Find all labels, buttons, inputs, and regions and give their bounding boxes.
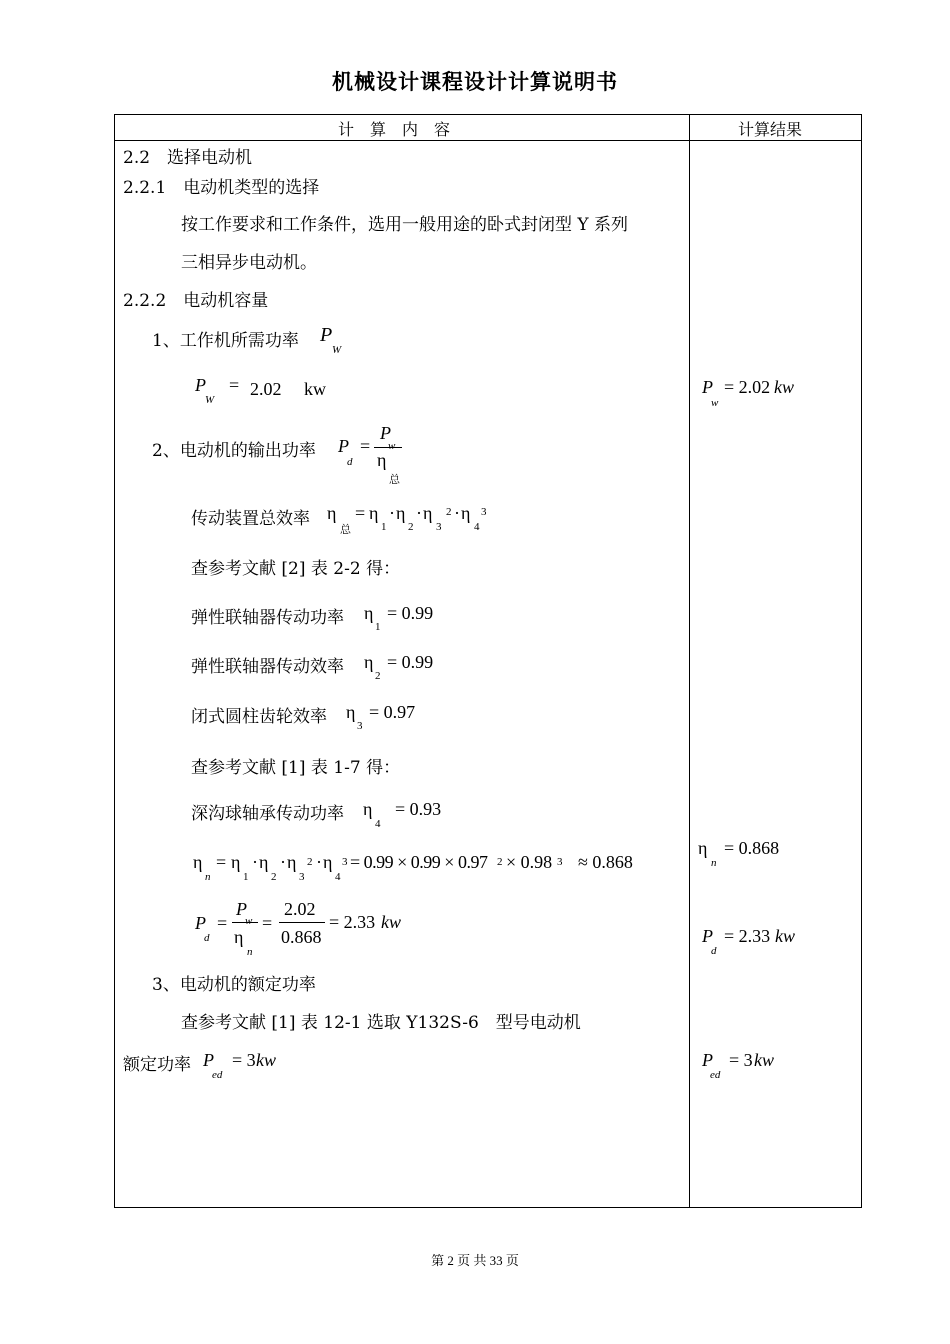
eta1-value: = 0.99 (387, 603, 434, 623)
dot-operator: · (416, 503, 422, 523)
subscript-ed: ed (710, 1069, 721, 1081)
subscript-4: 4 (375, 818, 381, 830)
subscript-total: 总 (340, 524, 351, 536)
symbol-P: P (320, 324, 333, 346)
superscript-2: 2 (307, 856, 313, 868)
dot-operator: · (252, 852, 258, 872)
item-2-label: 2、电动机的输出功率 (152, 441, 316, 461)
equals-sign: = (360, 436, 371, 456)
subscript-1: 1 (375, 621, 381, 633)
dot-operator: · (280, 852, 286, 872)
fraction-bar (232, 922, 258, 923)
superscript-2: 2 (446, 506, 452, 518)
total-efficiency-label: 传动装置总效率 (191, 509, 310, 529)
paragraph-line-1: 按工作要求和工作条件，选用一般用途的卧式封闭型 Y 系列 (181, 215, 629, 235)
subscript-3: 3 (357, 720, 363, 732)
dot-operator: · (316, 852, 322, 872)
section-heading-2-2-2: 2.2.2 电动机容量 (123, 291, 269, 311)
symbol-P: P (702, 926, 713, 946)
subscript-w: w (388, 440, 396, 452)
symbol-P: P (702, 1050, 713, 1070)
subscript-d: d (711, 945, 717, 957)
unit-kw: kw (775, 926, 795, 946)
unit-kw: kw (754, 1050, 774, 1070)
result-ped: = 3 (729, 1050, 753, 1070)
subscript-4: 4 (474, 521, 480, 533)
header-calculation-content: 计 算 内 容 (338, 120, 451, 139)
subscript-d: d (204, 932, 210, 944)
result-pw: = 2.02 (724, 377, 771, 397)
symbol-eta: η (363, 799, 373, 819)
subscript-d: d (347, 456, 353, 468)
result-eta-n: = 0.868 (724, 838, 780, 858)
eta-n-expression-a: = 0.99 × 0.99 × 0.97 (350, 852, 488, 872)
superscript-2: 2 (497, 856, 503, 868)
symbol-P: P (203, 1050, 214, 1070)
subscript-2: 2 (375, 670, 381, 682)
eta3-label: 闭式圆柱齿轮效率 (191, 707, 327, 727)
equals-sign: = (262, 913, 273, 933)
unit-kw: kw (256, 1050, 276, 1070)
subscript-2: 2 (408, 521, 414, 533)
pw-value: 2.02 kw (250, 379, 326, 399)
symbol-eta: η (327, 503, 337, 523)
symbol-P: P (380, 423, 391, 443)
rated-power-label: 额定功率 (123, 1055, 191, 1075)
header-calculation-results: 计算结果 (738, 120, 803, 139)
symbol-eta: η (377, 450, 387, 470)
eta-n-approx: ≈ 0.868 (578, 852, 633, 872)
symbol-eta: η (369, 503, 379, 523)
symbol-eta: η (364, 652, 374, 672)
symbol-eta: η (287, 852, 297, 872)
result-pd: = 2.33 (724, 926, 771, 946)
subscript-n: n (205, 871, 211, 883)
symbol-P: P (702, 377, 713, 397)
symbol-P: P (236, 899, 247, 919)
equals-sign: = (217, 913, 228, 933)
paragraph-line-2: 三相异步电动机。 (181, 253, 317, 273)
subscript-n: n (247, 946, 253, 958)
reference-note-1: 查参考文献 [2] 表 2-2 得： (191, 559, 401, 579)
reference-note-2: 查参考文献 [1] 表 1-7 得： (191, 758, 401, 778)
reference-note-3: 查参考文献 [1] 表 12-1 选取 Y132S-6 型号电动机 (181, 1013, 581, 1033)
page-footer: 第 2 页 共 33 页 (431, 1253, 519, 1268)
symbol-eta: η (423, 503, 433, 523)
equals-sign: = (355, 503, 366, 523)
symbol-eta: η (698, 838, 708, 858)
dot-operator: · (389, 503, 395, 523)
column-divider (689, 114, 690, 1208)
eta4-value: = 0.93 (395, 799, 442, 819)
symbol-eta: η (396, 503, 406, 523)
symbol-eta: η (364, 603, 374, 623)
header-divider (114, 140, 862, 141)
fraction-bar (374, 447, 402, 448)
equals-sign: = (216, 852, 227, 872)
eta2-label: 弹性联轴器传动效率 (191, 657, 344, 677)
section-heading-2-2: 2.2 选择电动机 (123, 148, 253, 168)
eta2-value: = 0.99 (387, 652, 434, 672)
symbol-eta: η (193, 852, 203, 872)
pd-value: = 2.33 (329, 912, 376, 932)
subscript-2: 2 (271, 871, 277, 883)
eta3-value: = 0.97 (369, 702, 416, 722)
unit-kw: kw (381, 912, 401, 932)
subscript-3: 3 (436, 521, 442, 533)
subscript-n: n (711, 857, 717, 869)
subscript-4: 4 (335, 871, 341, 883)
unit-kw: kw (774, 377, 794, 397)
document-title: 机械设计课程设计计算说明书 (332, 70, 618, 94)
pd-numerator: 2.02 (284, 899, 316, 919)
eta4-label: 深沟球轴承传动功率 (191, 804, 344, 824)
subscript-ed: ed (212, 1069, 223, 1081)
symbol-P: P (195, 375, 206, 395)
eta-n-expression-b: × 0.98 (506, 852, 553, 872)
item-1-label: 1、工作机所需功率 (152, 331, 299, 351)
subscript-1: 1 (381, 521, 387, 533)
symbol-eta: η (259, 852, 269, 872)
subscript-total: 总 (389, 474, 400, 486)
equals-sign: = (229, 375, 240, 395)
subscript-W: W (332, 344, 342, 356)
ped-value: = 3 (232, 1050, 256, 1070)
fraction-bar (279, 922, 325, 923)
subscript-w: w (711, 397, 719, 409)
superscript-3: 3 (557, 856, 563, 868)
symbol-eta: η (234, 927, 244, 947)
superscript-3: 3 (481, 506, 487, 518)
eta1-label: 弹性联轴器传动功率 (191, 608, 344, 628)
symbol-eta: η (461, 503, 471, 523)
subscript-W: W (205, 394, 215, 406)
pd-denominator: 0.868 (281, 927, 322, 947)
symbol-P: P (195, 913, 206, 933)
superscript-3: 3 (342, 856, 348, 868)
item-3-label: 3、电动机的额定功率 (152, 975, 316, 995)
dot-operator: · (454, 503, 460, 523)
symbol-P: P (338, 436, 349, 456)
symbol-eta: η (231, 852, 241, 872)
section-heading-2-2-1: 2.2.1 电动机类型的选择 (123, 178, 320, 198)
subscript-3: 3 (299, 871, 305, 883)
symbol-eta: η (323, 852, 333, 872)
symbol-eta: η (346, 702, 356, 722)
subscript-w: w (245, 915, 253, 927)
subscript-1: 1 (243, 871, 249, 883)
